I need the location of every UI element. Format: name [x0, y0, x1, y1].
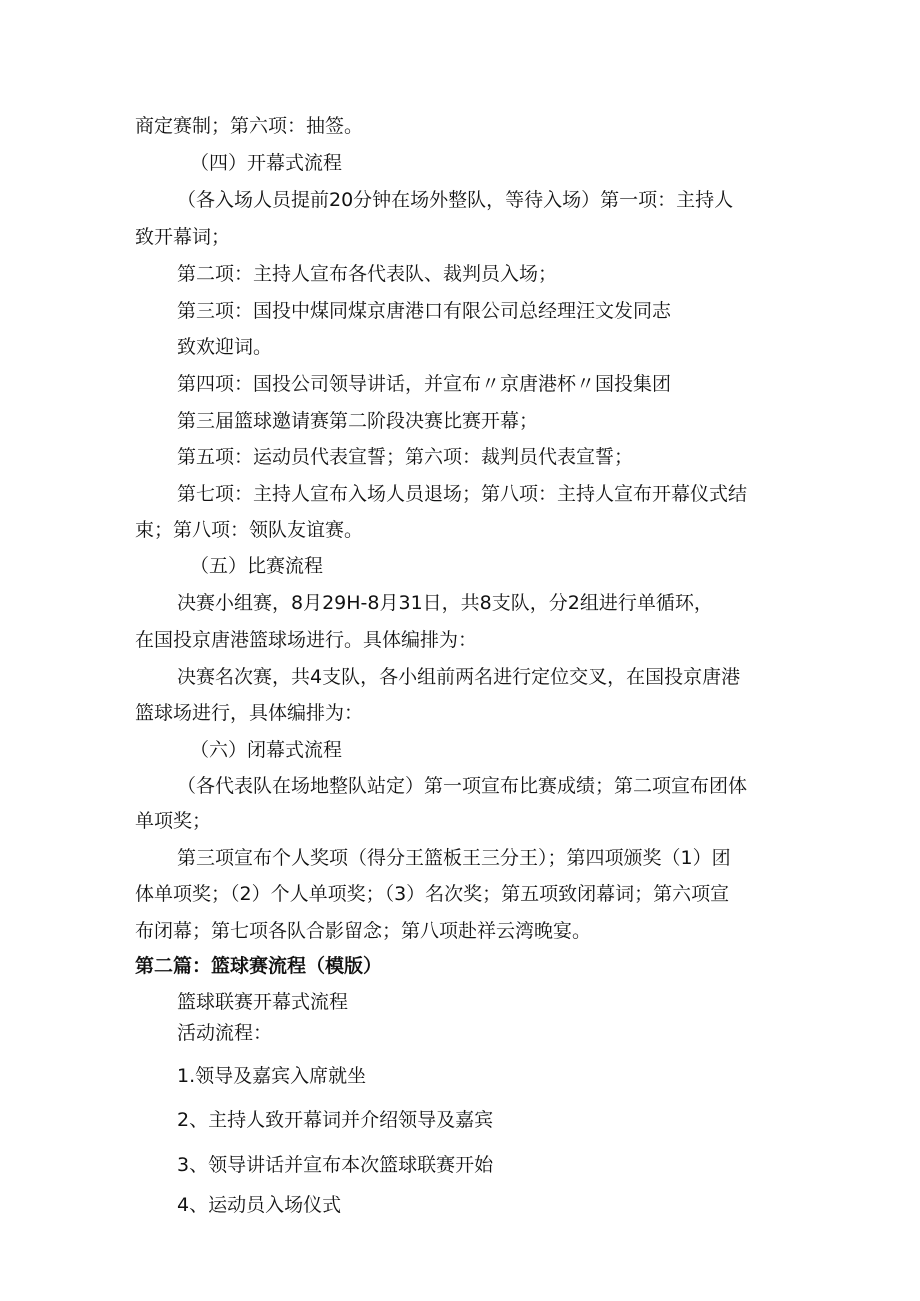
text-line: 篮球场进行，具体编排为： — [135, 702, 364, 724]
list-item: 2、主持人致开幕词并介绍领导及嘉宾 — [177, 1109, 494, 1131]
section-heading: （五）比赛流程 — [190, 555, 324, 577]
text-line: 第七项：主持人宣布入场人员退场；第八项：主持人宣布开幕仪式结 — [177, 483, 748, 505]
text-line: 布闭幕；第七项各队合影留念；第八项赴祥云湾晚宴。 — [135, 920, 592, 942]
text-line: 第三项：国投中煤同煤京唐港口有限公司总经理汪文发同志 — [177, 300, 672, 322]
list-item: 3、领导讲话并宣布本次篮球联赛开始 — [177, 1154, 494, 1176]
text-line: 活动流程： — [177, 1022, 273, 1044]
text-line: 第五项：运动员代表宣誓；第六项：裁判员代表宣誓； — [177, 446, 634, 468]
chapter-heading: 第二篇：篮球赛流程（模版） — [135, 955, 383, 977]
text-line: 单项奖； — [135, 810, 212, 832]
text-line: 第三项宣布个人奖项（得分王篮板王三分王）；第四项颁奖（1）团 — [177, 847, 731, 869]
text-line: 体单项奖；（2）个人单项奖；（3）名次奖；第五项致闭幕词；第六项宣 — [135, 883, 730, 905]
text-line: 束；第八项：领队友谊赛。 — [135, 519, 364, 541]
list-item: 1.领导及嘉宾入席就坐 — [177, 1065, 367, 1087]
text-line: 商定赛制；第六项：抽签。 — [135, 115, 364, 137]
section-heading: （四）开幕式流程 — [190, 152, 343, 174]
text-line: 第二项：主持人宣布各代表队、裁判员入场； — [177, 263, 558, 285]
text-line: （各入场人员提前20分钟在场外整队，等待入场）第一项：主持人 — [177, 189, 734, 211]
text-line: 篮球联赛开幕式流程 — [177, 991, 349, 1013]
text-line: （各代表队在场地整队站定）第一项宣布比赛成绩；第二项宣布团体 — [177, 775, 748, 797]
text-line: 决赛名次赛，共4支队，各小组前两名进行定位交叉，在国投京唐港 — [177, 666, 741, 688]
text-line: 致欢迎词。 — [177, 336, 273, 358]
text-line: 致开幕词； — [135, 226, 231, 248]
list-item: 4、运动员入场仪式 — [177, 1194, 342, 1216]
text-line: 在国投京唐港篮球场进行。具体编排为： — [135, 629, 478, 651]
text-line: 第四项：国投公司领导讲话，并宣布〃京唐港杯〃国投集团 — [177, 373, 672, 395]
section-heading: （六）闭幕式流程 — [190, 739, 343, 761]
text-line: 第三届篮球邀请赛第二阶段决赛比赛开幕； — [177, 410, 539, 432]
text-line: 决赛小组赛，8月29H-8月31日，共8支队，分2组进行单循环， — [177, 592, 713, 614]
